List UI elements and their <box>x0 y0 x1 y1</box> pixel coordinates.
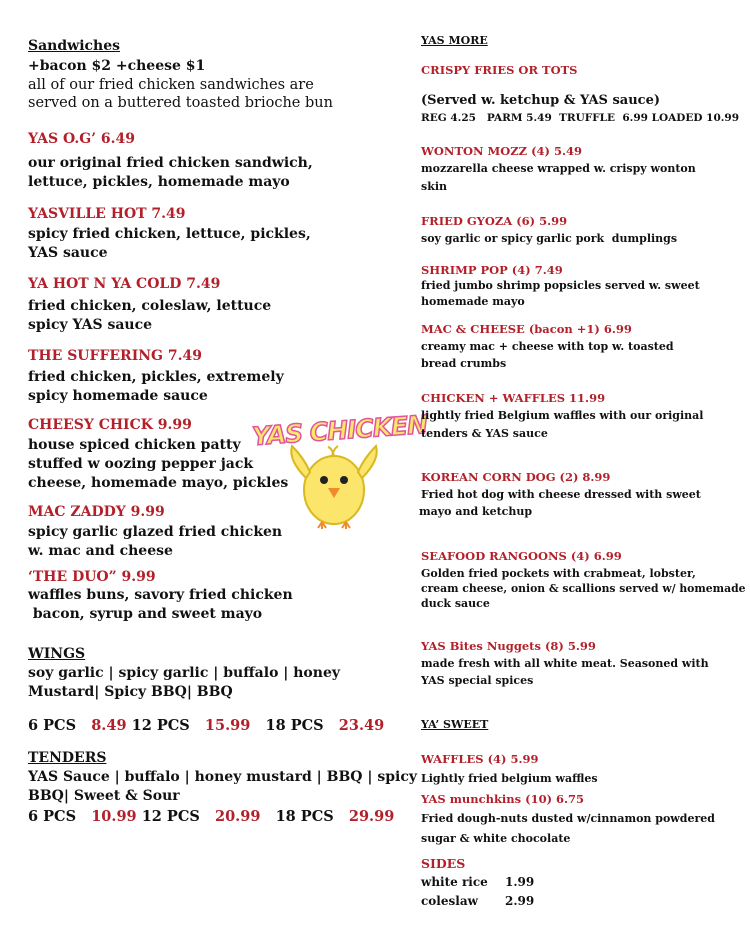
menu-item-name: CHEESY CHICK 9.99 <box>28 417 192 433</box>
price-value: 23.49 <box>338 717 385 734</box>
menu-item-desc: fried chicken, coleslaw, lettuce <box>28 298 272 314</box>
side-item-name: white rice <box>421 875 488 889</box>
menu-item-desc: fried jumbo shrimp popsicles served w. sweet <box>421 279 700 292</box>
menu-item-desc: spicy homemade sauce <box>28 388 208 404</box>
menu-item-desc: stuffed w oozing pepper jack <box>28 456 254 472</box>
menu-item-name: SEAFOOD RANGOONS (4) 6.99 <box>421 549 622 563</box>
menu-item-name: THE SUFFERING 7.49 <box>28 348 202 364</box>
menu-item-desc: bacon, syrup and sweet mayo <box>28 606 263 622</box>
menu-item-desc: creamy mac + cheese with top w. toasted <box>421 340 674 353</box>
price-label: 12 PCS <box>141 808 200 825</box>
menu-item-desc: waffles buns, savory fried chicken <box>28 587 293 603</box>
menu-item-desc: lightly fried Belgium waffles with our original <box>421 409 704 422</box>
menu-item-desc: soy garlic or spicy garlic pork dumplings <box>421 232 678 245</box>
side-item-name: coleslaw <box>421 894 478 908</box>
menu-item-name: FRIED GYOZA (6) 5.99 <box>421 214 568 228</box>
price-value: 8.49 <box>91 717 127 734</box>
wings-heading: WINGS <box>28 646 86 662</box>
menu-item-name: YASVILLE HOT 7.49 <box>28 206 186 222</box>
sandwiches-heading: Sandwiches <box>28 38 121 54</box>
menu-item-desc: Golden fried pockets with crabmeat, lobster, <box>421 567 696 580</box>
price-label: 6 PCS <box>28 808 77 825</box>
menu-item-desc: bread crumbs <box>421 357 507 370</box>
menu-item-desc: w. mac and cheese <box>28 543 173 559</box>
menu-item-desc: Fried dough-nuts dusted w/cinnamon powdered <box>421 812 715 825</box>
menu-item-desc: spicy fried chicken, lettuce, pickles, <box>28 226 311 242</box>
menu-item-desc: spicy YAS sauce <box>28 317 153 333</box>
menu-item-name: WONTON MOZZ (4) 5.49 <box>421 144 582 158</box>
menu-item-desc: tenders & YAS sauce <box>421 427 548 440</box>
menu-item-name: CRISPY FRIES OR TOTS <box>421 63 578 77</box>
price-label: 12 PCS <box>131 717 190 734</box>
menu-item-name: YAS O.G’ 6.49 <box>28 131 135 147</box>
yas-more-heading: YAS MORE <box>421 34 488 47</box>
price-value: 29.99 <box>348 808 395 825</box>
price-label: 18 PCS <box>265 717 324 734</box>
sandwich-desc-1: all of our fried chicken sandwiches are <box>28 77 314 93</box>
sandwich-addons: +bacon $2 +cheese $1 <box>28 58 206 74</box>
tenders-flavors-1: YAS Sauce | buffalo | honey mustard | BBQ | spicy <box>28 769 417 785</box>
side-item-price: 1.99 <box>505 875 535 889</box>
menu-item-desc: our original fried chicken sandwich, <box>28 155 313 171</box>
menu-item-name: KOREAN CORN DOG (2) 8.99 <box>421 470 611 484</box>
menu-item-desc: skin <box>421 180 447 193</box>
menu-item-desc: cream cheese, onion & scallions served w/ homemade <box>421 582 746 595</box>
yas-chicken-logo <box>248 402 428 534</box>
price-value: 10.99 <box>91 808 137 825</box>
menu-item-desc: house spiced chicken patty <box>28 437 241 453</box>
side-item-price: 2.99 <box>505 894 535 908</box>
menu-item-name: CHICKEN + WAFFLES 11.99 <box>421 391 606 405</box>
menu-item-desc: Lightly fried belgium waffles <box>421 772 598 785</box>
menu-item-desc: spicy garlic glazed fried chicken <box>28 524 283 540</box>
menu-item-name: WAFFLES (4) 5.99 <box>421 752 539 766</box>
menu-item-desc: made fresh with all white meat. Seasoned with <box>421 657 709 670</box>
price-label: 6 PCS <box>28 717 77 734</box>
price-value: 15.99 <box>204 717 251 734</box>
tenders-flavors-2: BBQ| Sweet & Sour <box>28 788 180 804</box>
menu-item-name: MAC ZADDY 9.99 <box>28 504 165 520</box>
menu-item-name: ‘THE DUO” 9.99 <box>28 569 156 585</box>
wings-flavors-2: Mustard| Spicy BBQ| BBQ <box>28 684 233 700</box>
menu-item-name: SHRIMP POP (4) 7.49 <box>421 263 563 277</box>
menu-item-name: YAS Bites Nuggets (8) 5.99 <box>421 639 596 653</box>
wings-prices <box>28 717 384 734</box>
menu-item-name: MAC & CHEESE (bacon +1) 6.99 <box>421 322 632 336</box>
menu-item-desc: mayo and ketchup <box>419 505 533 518</box>
tenders-prices <box>28 808 394 825</box>
sandwich-desc-2: served on a buttered toasted brioche bun <box>28 95 333 111</box>
menu-item-desc: mozzarella cheese wrapped w. crispy wonton <box>421 162 696 175</box>
price-value: 20.99 <box>215 808 261 825</box>
sides-heading: SIDES <box>421 856 466 871</box>
logo-text: YAS CHICKEN <box>251 409 428 452</box>
wings-flavors-1: soy garlic | spicy garlic | buffalo | honey <box>28 665 340 681</box>
menu-item-desc: homemade mayo <box>421 295 525 308</box>
menu-item-desc: Fried hot dog with cheese dressed with sweet <box>421 488 701 501</box>
ya-sweet-heading: YA’ SWEET <box>421 718 489 731</box>
tenders-heading: TENDERS <box>28 750 107 766</box>
menu-item-desc: YAS sauce <box>28 245 108 261</box>
menu-item-desc: YAS special spices <box>421 674 534 687</box>
menu-item-desc: cheese, homemade mayo, pickles <box>28 475 289 491</box>
menu-item-desc: fried chicken, pickles, extremely <box>28 369 284 385</box>
menu-item-desc: duck sauce <box>421 597 490 610</box>
price-label: 18 PCS <box>275 808 334 825</box>
menu-item-name: YAS munchkins (10) 6.75 <box>421 792 585 806</box>
menu-item-desc: sugar & white chocolate <box>421 832 571 845</box>
fries-prices: REG 4.25 PARM 5.49 TRUFFLE 6.99 LOADED 10.99 <box>421 112 740 124</box>
fries-served: (Served w. ketchup & YAS sauce) <box>421 93 660 108</box>
menu-item-desc: lettuce, pickles, homemade mayo <box>28 174 290 190</box>
menu-item-name: YA HOT N YA COLD 7.49 <box>28 276 221 292</box>
